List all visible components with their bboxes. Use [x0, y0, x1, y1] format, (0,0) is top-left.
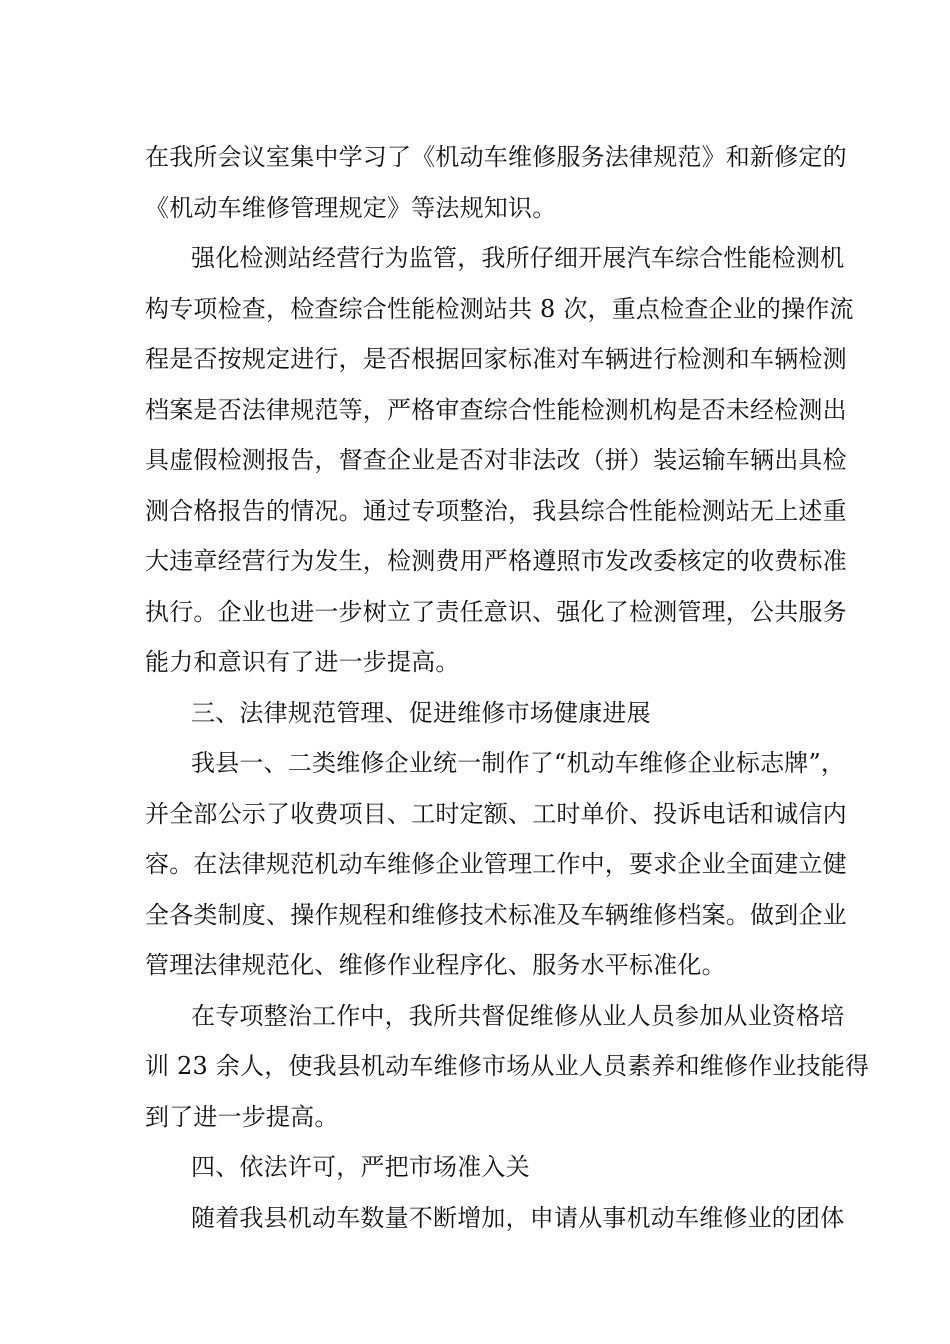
paragraph-start-line: 在专项整治工作中，我所共督促维修从业人员参加从业资格培 [191, 1001, 845, 1030]
section-heading: 四、依法许可，严把市场准入关 [191, 1153, 530, 1181]
text-line: 到了进一步提高。 [145, 1102, 339, 1131]
text-line: 管理法律规范化、维修作业程序化、服务水平标准化。 [145, 951, 726, 979]
text-line: 具虚假检测报告，督查企业是否对非法改（拼）装运输车辆出具检 [145, 446, 847, 474]
text-line: 构专项检查，检查综合性能检测站共 8 次，重点检查企业的操作流 [145, 294, 854, 323]
paragraph-start-line: 随着我县机动车数量不断增加，申请从事机动车维修业的团体 [191, 1203, 845, 1232]
text-line: 能力和意识有了进一步提高。 [145, 648, 460, 676]
text-line: 大违章经营行为发生，检测费用严格遵照市发改委核定的收费标准 [145, 547, 847, 575]
text-line: 并全部公示了收费项目、工时定额、工时单价、投诉电话和诚信内 [145, 799, 847, 828]
text-line: 执行。企业也进一步树立了责任意识、强化了检测管理，公共服务 [145, 597, 847, 626]
text-line: 容。在法律规范机动车维修企业管理工作中，要求企业全面建立健 [145, 850, 847, 878]
text-line: 程是否按规定进行，是否根据回家标准对车辆进行检测和车辆检测 [145, 345, 847, 373]
text-line: 《机动车维修管理规定》等法规知识。 [145, 193, 557, 222]
paragraph-start-line: 我县一、二类维修企业统一制作了“机动车维修企业标志牌”， [191, 749, 846, 777]
document-body [145, 132, 870, 1243]
text-line: 训 23 余人，使我县机动车维修市场从业人员素养和维修作业技能得 [145, 1052, 870, 1080]
text-line: 全各类制度、操作规程和维修技术标准及车辆维修档案。做到企业 [145, 900, 847, 929]
text-line: 档案是否法律规范等，严格审查综合性能检测机构是否未经检测出 [145, 395, 847, 424]
text-line: 在我所会议室集中学习了《机动车维修服务法律规范》和新修定的 [145, 143, 847, 171]
section-heading: 三、法律规范管理、促进维修市场健康进展 [191, 698, 651, 727]
text-line: 测合格报告的情况。通过专项整治，我县综合性能检测站无上述重 [145, 496, 847, 525]
paragraph-start-line: 强化检测站经营行为监管，我所仔细开展汽车综合性能检测机 [191, 244, 845, 272]
